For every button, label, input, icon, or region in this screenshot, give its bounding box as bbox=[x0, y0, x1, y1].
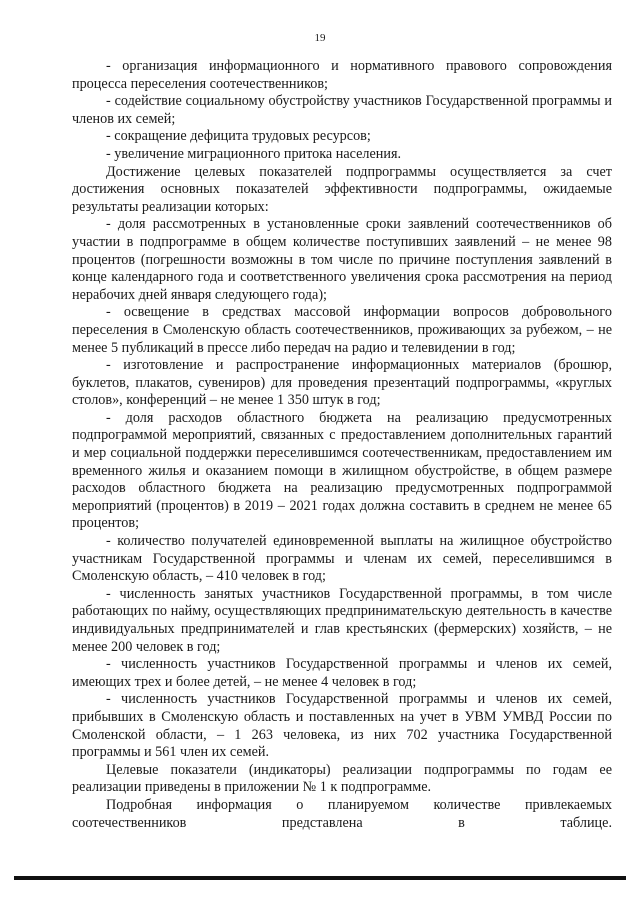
paragraph-large-families: - численность участников Государственной программы и членов их семей, имеющих трех и более детей, – не менее 4 человек в год; bbox=[72, 656, 612, 690]
paragraph-applications-share: - доля рассмотренных в установленные сроки заявлений соотечественников об участии в подпрограмме в общем количестве поступивших заявлений – не менее 98 процентов (погрешности возможны в том числе по причине поступления заявлений в конце календарного года и соответственного увеличения срока рассмотрения на период нерабочих дней января следующего года); bbox=[72, 216, 612, 303]
body-text bbox=[72, 58, 612, 832]
paragraph-media-coverage: - освещение в средствах массовой информации вопросов добровольного переселения в Смоленскую область соотечественников, проживающих за рубежом, – не менее 5 публикаций в прессе либо передач на радио и телевидении в год; bbox=[72, 304, 612, 356]
paragraph-targets-intro: Достижение целевых показателей подпрограммы осуществляется за счет достижения основных показателей эффективности подпрограммы, ожидаемые результаты реализации которых: bbox=[72, 163, 612, 215]
paragraph-indicators-appendix: Целевые показатели (индикаторы) реализации подпрограммы по годам ее реализации приведены в приложении № 1 к подпрограмме. bbox=[72, 761, 612, 796]
paragraph-housing-payments: - количество получателей единовременной выплаты на жилищное обустройство участникам Государственной программы и членам их семей, переселившимся в Смоленскую область, – 410 человек в год; bbox=[72, 533, 612, 585]
paragraph-migration-inflow: - увеличение миграционного притока населения. bbox=[106, 145, 402, 162]
paragraph-info-materials: - изготовление и распространение информационных материалов (брошюр, буклетов, плакатов, сувениров) для проведения презентаций подпрограммы, «круглых столов», конференций – не менее 1 350 штук в год; bbox=[72, 357, 612, 409]
paragraph-budget-share: - доля расходов областного бюджета на реализацию предусмотренных подпрограммой мероприятий, связанных с предоставлением дополнительных гарантий и мер социальной поддержки переселившимся соотечественникам, предоставлением им временного жилья и оказанием помощи в жилищном обустройстве, в общем размере расходов областного бюджета на реализацию предусмотренных подпрограммой мероприятий (процентов) в 2019 – 2021 годах должна составить в среднем не менее 65 процентов; bbox=[72, 409, 612, 532]
page-number: 19 bbox=[314, 32, 326, 44]
paragraph-table-reference: Подробная информация о планируемом количестве привлекаемых соотечественников представлена в таблице. bbox=[72, 796, 612, 831]
paragraph-registered-arrivals: - численность участников Государственной программы и членов их семей, прибывших в Смоленскую область и поставленных на учет в УВМ УМВД России по Смоленской области, – 1 263 человека, из них 702 участника Государственной программы и 561 член их семей. bbox=[72, 691, 612, 761]
paragraph-labor-deficit: - сокращение дефицита трудовых ресурсов; bbox=[106, 128, 371, 145]
paragraph-employed-participants: - численность занятых участников Государственной программы, в том числе работающих по найму, осуществляющих предпринимательскую деятельность в качестве индивидуальных предпринимателей и глав крестьянских (фермерских) хозяйств, – не менее 200 человек в год; bbox=[72, 585, 612, 655]
paragraph-info-support: - организация информационного и нормативного правового сопровождения процесса переселения соотечественников; bbox=[72, 58, 612, 92]
paragraph-social-assistance: - содействие социальному обустройству участников Государственной программы и членов их семей; bbox=[72, 93, 612, 127]
bottom-rule bbox=[14, 876, 626, 880]
